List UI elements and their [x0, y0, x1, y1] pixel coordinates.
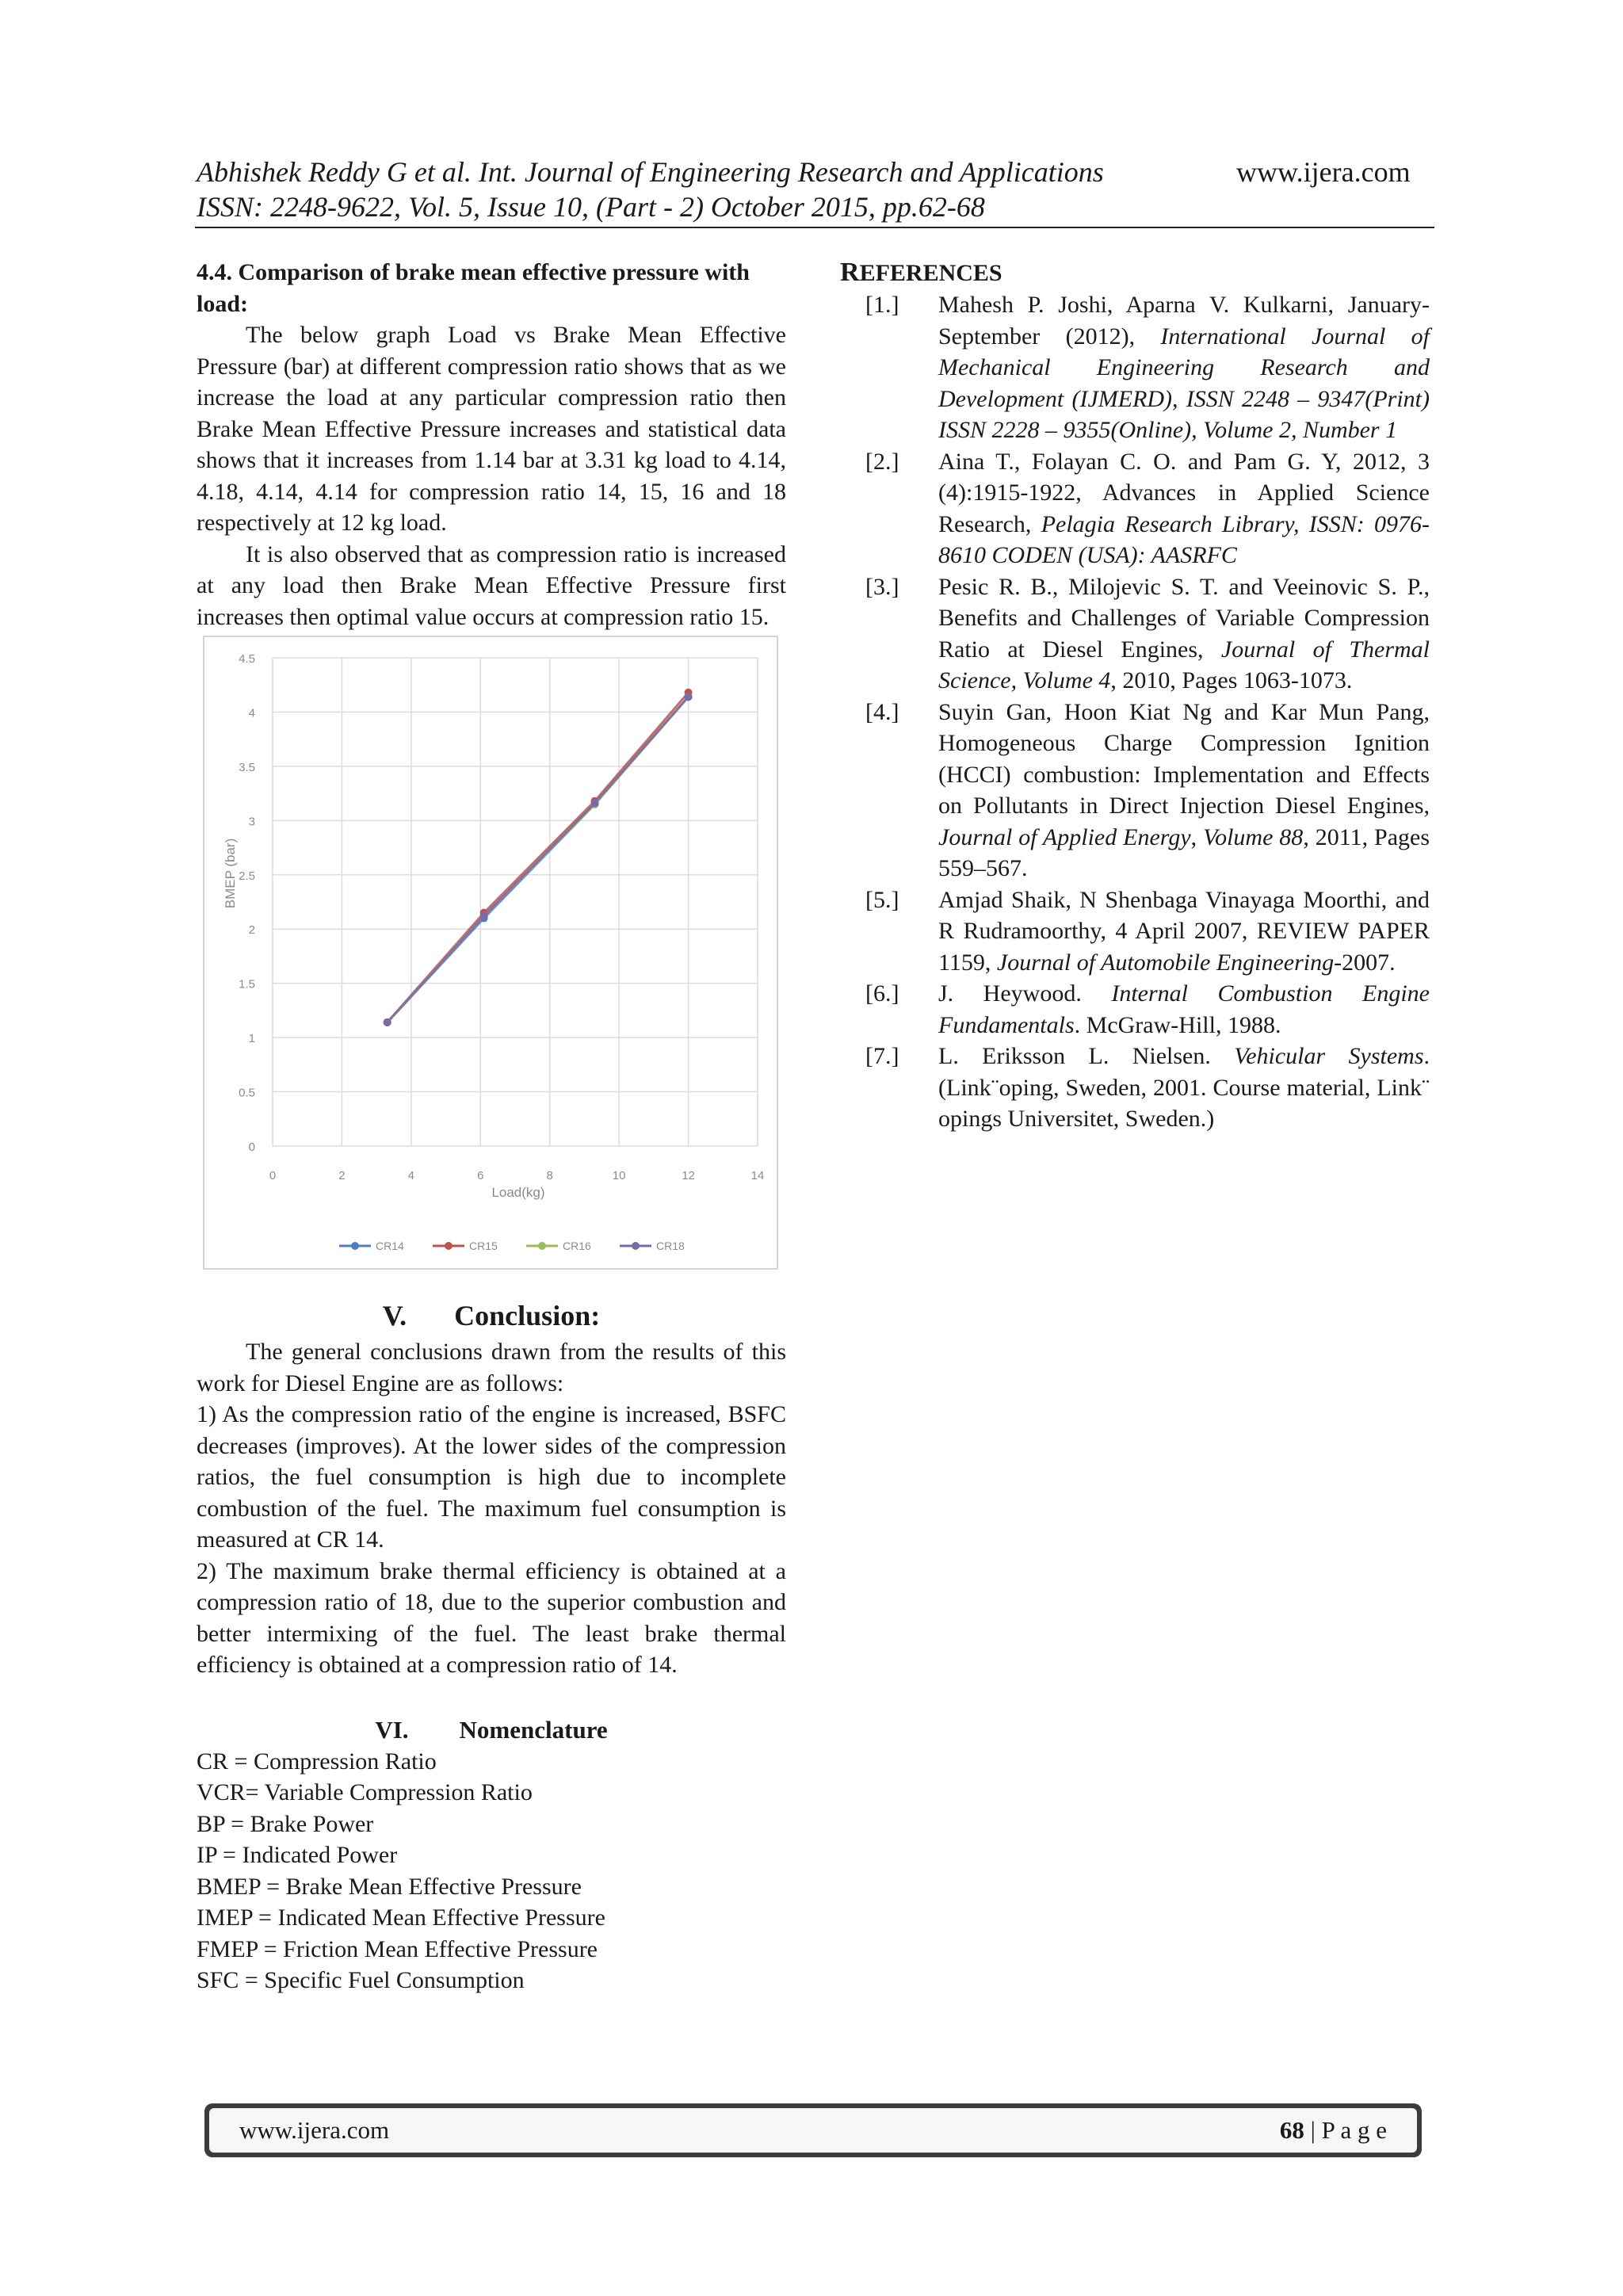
reference-item — [840, 289, 1430, 446]
page-footer — [204, 2103, 1422, 2157]
references-heading-rest: EFERENCES — [859, 260, 1002, 286]
references-heading — [840, 257, 1430, 289]
reference-text — [938, 697, 1430, 884]
legend-marker-cr18 — [632, 1242, 640, 1250]
x-tick-label: 4 — [407, 1169, 415, 1182]
y-tick-label: 0 — [248, 1140, 255, 1154]
chart-x-axis-label: Load(kg) — [491, 1185, 545, 1200]
reference-segment: Suyin Gan, Hoon Kiat Ng and Kar Mun Pang, Homogeneous Charge Compression Ignition (HCCI) combustion: Implementation and Effects on Pollutants in Direct Injection Diesel Engines, — [938, 698, 1430, 819]
reference-italic: Internal Combustion Engine Fundamentals — [938, 980, 1430, 1038]
reference-segment: J. Heywood. — [938, 980, 1112, 1007]
reference-number: [7.] — [865, 1043, 899, 1069]
reference-italic: Volume 88 — [1203, 823, 1304, 850]
reference-segment: Amjad Shaik, N Shenbaga Vinayaga Moorthi, and R Rudramoorthy, 4 April 2007, REVIEW PAPER 1159, — [938, 886, 1430, 976]
footer-website: www.ijera.com — [239, 2116, 390, 2144]
conclusion-number: V. — [382, 1300, 407, 1331]
data-point-cr18 — [384, 1018, 391, 1026]
x-tick-label: 0 — [269, 1169, 277, 1182]
reference-number: [6.] — [865, 980, 899, 1007]
x-tick-label: 14 — [750, 1169, 765, 1182]
nomenclature-item: IMEP = Indicated Mean Effective Pressure — [197, 1904, 605, 1931]
reference-text — [938, 289, 1430, 446]
nomenclature-item: SFC = Specific Fuel Consumption — [197, 1967, 525, 1993]
reference-text — [938, 978, 1430, 1041]
x-tick-label: 12 — [682, 1169, 695, 1182]
bmep-vs-load-chart — [203, 636, 778, 1270]
legend-label-cr18: CR18 — [656, 1240, 685, 1252]
reference-segment: -2007. — [1334, 949, 1396, 976]
reference-segment: Aina T., Folayan C. O. and Pam G. Y, 2012, 3 (4):1915-1922, Advances in Applied Science Research, — [938, 448, 1430, 537]
reference-segment: L. Eriksson L. Nielsen. — [938, 1043, 1235, 1069]
reference-italic: Journal of Thermal Science, Volume 4 — [938, 636, 1430, 693]
section-4-4-heading: 4.4. Comparison of brake mean effective pressure with load: — [197, 259, 750, 317]
y-tick-label: 3 — [248, 815, 255, 829]
reference-number: [2.] — [865, 448, 899, 475]
footer-page-number — [1280, 2116, 1387, 2145]
header-rule — [195, 227, 1434, 228]
reference-italic: Pelagia Research Library, ISSN: 0976-8610 CODEN (USA): AASRFC — [938, 510, 1430, 568]
nomenclature-item: IP = Indicated Power — [197, 1842, 398, 1868]
reference-text — [938, 446, 1430, 571]
reference-item — [840, 697, 1430, 884]
nomenclature-heading — [197, 1714, 786, 1746]
section-4-4-paragraph-1: The below graph Load vs Brake Mean Effective Pressure (bar) at different compression ratio shows that as we increase the load at any particular compression ratio then Brake Mean Effective Pressure increases and statistical data shows that it increases from 1.14 bar at 3.31 kg load to 4.14, 4.18, 4.14, 4.14 for compression ratio 14, 15, 16 and 18 respectively at 12 kg load. — [197, 322, 786, 536]
references-list — [840, 289, 1430, 1135]
reference-item — [840, 446, 1430, 571]
reference-item — [840, 571, 1430, 697]
reference-segment: , — [1190, 823, 1204, 850]
nomenclature-item: CR = Compression Ratio — [197, 1748, 437, 1775]
reference-italic: Journal of Automobile Engineering — [996, 949, 1335, 976]
y-tick-label: 4 — [248, 706, 255, 720]
legend-label-cr14: CR14 — [376, 1240, 404, 1252]
data-point-cr18 — [591, 799, 599, 807]
section-4-4-paragraph-2: It is also observed that as compression ratio is increased at any load then Brake Mean Effective Pressure first increases then optimal value occurs at compression ratio 15. — [197, 541, 786, 630]
reference-number: [3.] — [865, 573, 899, 600]
reference-number: [5.] — [865, 886, 899, 913]
nomenclature-item: FMEP = Friction Mean Effective Pressure — [197, 1935, 598, 1962]
reference-segment: , 2010, Pages 1063-1073. — [1110, 667, 1353, 693]
reference-segment: Mahesh P. Joshi, Aparna V. Kulkarni, January- September (2012), — [938, 292, 1430, 350]
data-point-cr18 — [480, 912, 488, 920]
y-tick-label: 0.5 — [239, 1086, 255, 1100]
conclusion-item-1: 1) As the compression ratio of the engine is increased, BSFC decreases (improves). At the lower sides of the compression ratios, the fuel consumption is high due to incomplete combustion of the fuel. The maximum fuel consumption is measured at CR 14. — [197, 1401, 786, 1553]
conclusion-intro: The general conclusions drawn from the results of this work for Diesel Engine are as follows: — [197, 1339, 786, 1396]
page-number: 68 — [1279, 2116, 1304, 2144]
reference-item — [840, 1041, 1430, 1135]
y-tick-label: 3.5 — [239, 760, 255, 774]
reference-italic: Journal of Applied Energy — [938, 823, 1191, 850]
reference-segment: . (Link¨oping, Sweden, 2001. Course material, Link¨ opings Universitet, Sweden.) — [938, 1043, 1430, 1132]
reference-text — [938, 1041, 1430, 1135]
page-label: | P a g e — [1304, 2116, 1387, 2144]
header-website: www.ijera.com — [1236, 156, 1411, 188]
left-column — [197, 257, 786, 1996]
reference-text — [938, 884, 1430, 979]
nomenclature-item: VCR= Variable Compression Ratio — [197, 1779, 533, 1805]
y-tick-label: 2.5 — [239, 869, 255, 883]
reference-segment: , 2011, Pages 559–567. — [938, 823, 1430, 881]
nomenclature-item: BMEP = Brake Mean Effective Pressure — [197, 1873, 582, 1900]
reference-segment: Pesic R. B., Milojevic S. T. and Veeinovic S. P., Benefits and Challenges of Variable Compression Ratio at Diesel Engines, — [938, 573, 1430, 663]
y-tick-label: 1.5 — [239, 977, 255, 991]
reference-segment: . McGraw-Hill, 1988. — [1074, 1011, 1281, 1038]
reference-text — [938, 571, 1430, 697]
running-header-issn: ISSN: 2248-9622, Vol. 5, Issue 10, (Part - 2) October 2015, pp.62-68 — [197, 191, 985, 223]
reference-italic: Vehicular Systems — [1234, 1043, 1424, 1069]
reference-italic: International Journal of Mechanical Engineering Research and Development (IJMERD), ISSN 2248 – 9347(Print) ISSN 2228 – 9355(Online), Volume 2, Number 1 — [938, 323, 1430, 443]
nomenclature-item: BP = Brake Power — [197, 1810, 374, 1837]
y-tick-label: 1 — [248, 1032, 255, 1046]
nomenclature-number: VI. — [375, 1715, 409, 1744]
right-column — [840, 257, 1430, 1135]
x-tick-label: 2 — [338, 1169, 346, 1182]
y-tick-label: 4.5 — [239, 652, 255, 666]
conclusion-title: Conclusion: — [454, 1300, 601, 1331]
reference-number: [4.] — [865, 698, 899, 725]
references-heading-initial: R — [840, 258, 860, 287]
conclusion-heading — [197, 1298, 786, 1333]
running-header-journal: Abhishek Reddy G et al. Int. Journal of Engineering Research and Applications — [197, 156, 1104, 188]
legend-label-cr16: CR16 — [563, 1240, 591, 1252]
reference-number: [1.] — [865, 292, 899, 318]
legend-marker-cr15 — [445, 1242, 453, 1250]
x-tick-label: 8 — [546, 1169, 553, 1182]
reference-item — [840, 978, 1430, 1041]
chart-y-axis-label: BMEP (bar) — [223, 838, 238, 909]
nomenclature-title: Nomenclature — [459, 1715, 608, 1744]
conclusion-item-2: 2) The maximum brake thermal efficiency is obtained at a compression ratio of 18, due to the superior combustion and better intermixing of the fuel. The least brake thermal efficiency is obtained at a compression ratio of 14. — [197, 1557, 786, 1678]
x-tick-label: 6 — [477, 1169, 484, 1182]
legend-marker-cr14 — [351, 1242, 359, 1250]
y-tick-label: 2 — [248, 923, 255, 938]
legend-marker-cr16 — [538, 1242, 546, 1250]
legend-label-cr15: CR15 — [469, 1240, 498, 1252]
nomenclature-list — [197, 1746, 786, 1996]
data-point-cr18 — [685, 693, 693, 701]
x-tick-label: 10 — [612, 1169, 626, 1182]
reference-item — [840, 884, 1430, 979]
